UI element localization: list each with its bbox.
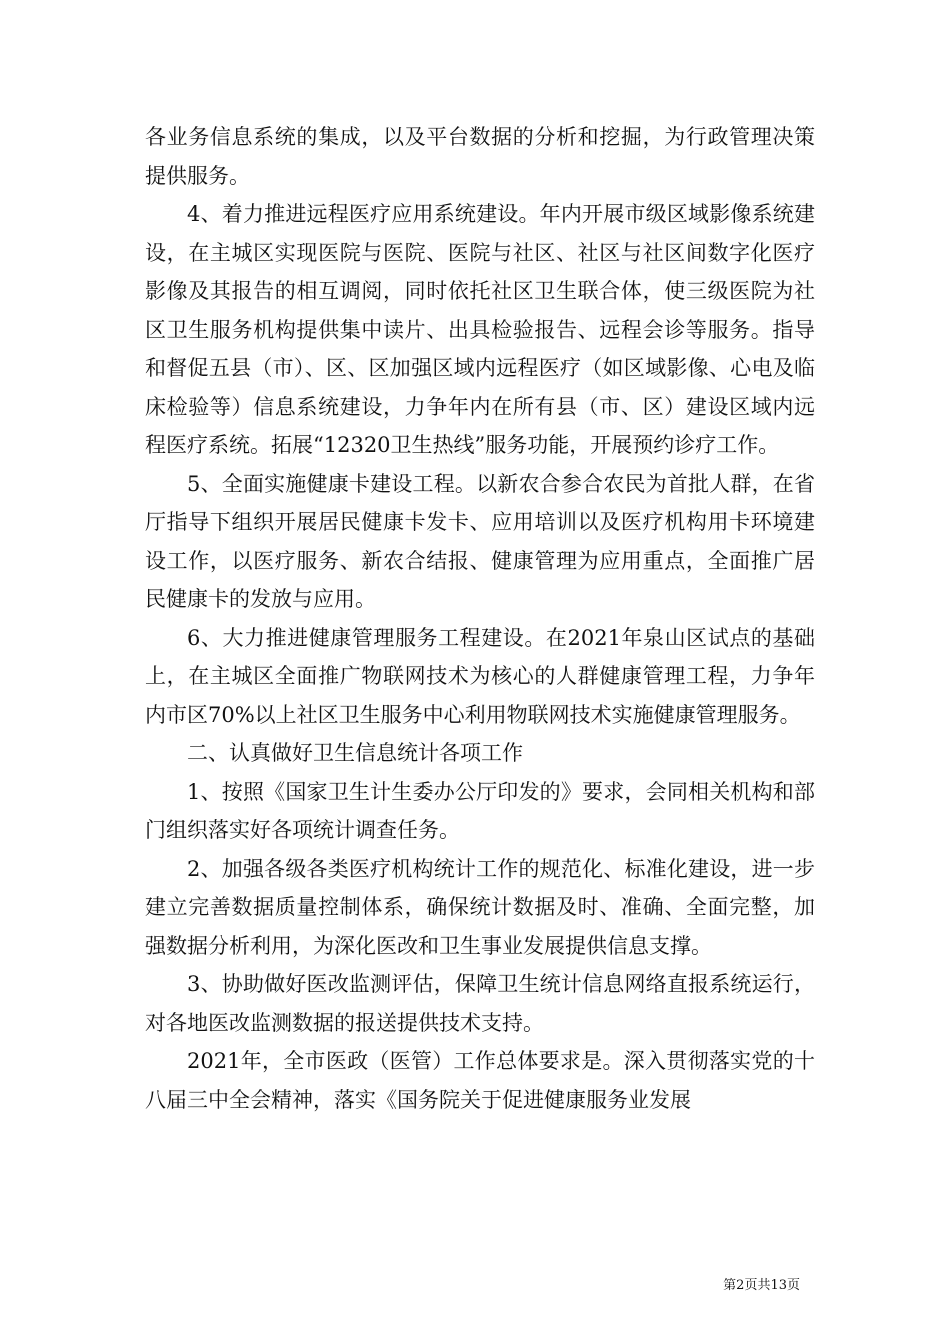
paragraph-statistics-tasks: 1、按照《国家卫生计生委办公厅印发的》要求，会同相关机构和部门组织落实好各项统计调查任务。 xyxy=(145,779,815,842)
paragraph-continuation: 各业务信息系统的集成，以及平台数据的分析和挖掘，为行政管理决策提供服务。 xyxy=(145,125,815,188)
section-heading-statistics: 二、认真做好卫生信息统计各项工作 xyxy=(187,741,523,765)
paragraph-health-management: 6、大力推进健康管理服务工程建设。在2021年泉山区试点的基础上，在主城区全面推广物联网技术为核心的人群健康管理工程，力争年内市区70%以上社区卫生服务中心利用物联网技术实施健康管理服务。 xyxy=(145,625,815,727)
document-body xyxy=(145,118,815,1119)
page-number: 第2页共13页 xyxy=(723,1278,800,1293)
paragraph-standardization: 2、加强各级各类医疗机构统计工作的规范化、标准化建设，进一步建立完善数据质量控制体系，确保统计数据及时、准确、全面完整，加强数据分析利用，为深化医改和卫生事业发展提供信息支撑。 xyxy=(145,856,815,958)
paragraph-health-card: 5、全面实施健康卡建设工程。以新农合参合农民为首批人群，在省厅指导下组织开展居民健康卡发卡、应用培训以及医疗机构用卡环境建设工作，以医疗服务、新农合结报、健康管理为应用重点，全面推广居民健康卡的发放与应用。 xyxy=(145,471,815,611)
paragraph-reform-monitoring: 3、协助做好医改监测评估，保障卫生统计信息网络直报系统运行，对各地医改监测数据的报送提供技术支持。 xyxy=(145,972,815,1035)
paragraph-remote-medical: 4、着力推进远程医疗应用系统建设。年内开展市级区域影像系统建设，在主城区实现医院与医院、医院与社区、社区与社区间数字化医疗影像及其报告的相互调阅，同时依托社区卫生联合体，使三级医院为社区卫生服务机构提供集中读片、出具检验报告、远程会诊等服务。指导和督促五县（市）、区、区加强区域内远程医疗（如区域影像、心电及临床检验等）信息系统建设，力争年内在所有县（市、区）建设区域内远程医疗系统。拓展“12320卫生热线”服务功能，开展预约诊疗工作。 xyxy=(145,202,815,457)
paragraph-medical-admin-2021: 2021年，全市医政（医管）工作总体要求是。深入贯彻落实党的十八届三中全会精神，落实《国务院关于促进健康服务业发展 xyxy=(145,1049,815,1112)
